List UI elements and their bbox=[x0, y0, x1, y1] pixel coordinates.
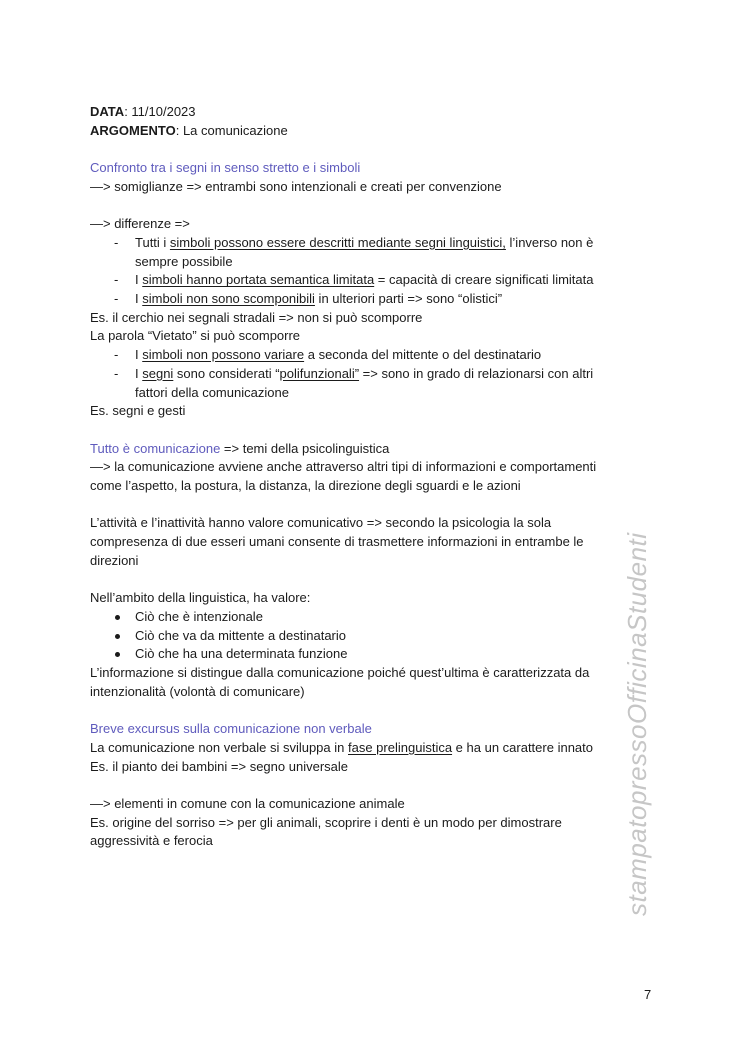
text-segment: polifunzionali” bbox=[279, 365, 360, 381]
text-segment: e ha un carattere innato bbox=[452, 739, 593, 755]
text-segment: L’informazione si distingue dalla comunicazione poiché quest’ultima è caratterizzata da intenzionalità (volontà di comunicare) bbox=[90, 665, 590, 699]
blank-line bbox=[90, 496, 627, 515]
bullet-icon bbox=[115, 615, 120, 620]
text-line bbox=[90, 309, 627, 328]
text-segment: —> somiglianze => entrambi sono intenzionali e creati per convenzione bbox=[90, 178, 502, 194]
text-segment: Ciò che va da mittente a destinatario bbox=[135, 627, 347, 643]
bullet-list-item bbox=[90, 608, 627, 627]
text-segment: = capacità di creare significati limitata bbox=[374, 272, 594, 288]
section-heading bbox=[90, 720, 627, 739]
text-segment: Es. origine del sorriso => per gli animali, scoprire i denti è un modo per dimostrare aggressività e ferocia bbox=[90, 814, 562, 849]
text-segment: simboli possono essere descritti mediante segni linguistici, bbox=[169, 234, 506, 250]
dash-list-item bbox=[90, 290, 627, 309]
text-segment: Ciò che ha una determinata funzione bbox=[135, 646, 348, 662]
bullet-list-item bbox=[90, 645, 627, 664]
text-segment: : 11/10/2023 bbox=[124, 104, 196, 119]
text-line bbox=[90, 814, 627, 851]
blank-line bbox=[90, 421, 627, 440]
blank-line bbox=[90, 776, 627, 795]
text-segment: l’inverso non è sempre possibile bbox=[135, 234, 594, 269]
dash-list-item bbox=[90, 234, 627, 271]
text-segment: in ulteriori parti => sono “olistici” bbox=[314, 291, 503, 306]
blank-line bbox=[90, 197, 627, 216]
blank-line bbox=[90, 140, 627, 159]
text-line bbox=[90, 327, 627, 346]
text-segment: => sono in grado di relazionarsi con altri fattori della comunicazione bbox=[135, 365, 594, 400]
text-line bbox=[90, 739, 627, 758]
section-heading bbox=[90, 440, 627, 459]
page-number: 7 bbox=[644, 987, 652, 1002]
text-segment: —> elementi in comune con la comunicazione animale bbox=[90, 795, 405, 811]
text-segment: Es. il pianto dei bambini => segno universale bbox=[90, 758, 348, 774]
section-heading bbox=[90, 159, 627, 178]
text-segment: simboli non possono variare bbox=[142, 347, 305, 363]
watermark-text: stampatopressoOfficinaStudenti bbox=[622, 532, 652, 916]
text-segment: I bbox=[135, 365, 143, 381]
text-line bbox=[90, 664, 627, 701]
text-segment: simboli non sono scomponibili bbox=[142, 291, 315, 306]
heading-text: Breve excursus sulla comunicazione non verbale bbox=[90, 721, 372, 737]
text-segment: —> differenze => bbox=[90, 216, 190, 232]
text-segment: Es. segni e gesti bbox=[90, 403, 186, 419]
dash-marker: - bbox=[114, 234, 119, 250]
text-segment: Nell’ambito della linguistica, ha valore: bbox=[90, 590, 311, 606]
dash-list-item bbox=[90, 271, 627, 290]
text-segment: sono considerati “ bbox=[173, 365, 280, 381]
text-segment: Tutti i bbox=[135, 234, 170, 250]
text-segment: : La comunicazione bbox=[175, 122, 288, 138]
text-line bbox=[90, 103, 627, 122]
bullet-icon bbox=[115, 634, 120, 639]
text-segment: ARGOMENTO bbox=[90, 122, 176, 138]
dash-marker: - bbox=[114, 291, 119, 306]
document-body bbox=[90, 103, 627, 851]
text-line bbox=[90, 795, 627, 814]
text-segment: I bbox=[135, 291, 143, 306]
text-line bbox=[90, 402, 627, 421]
text-segment: DATA bbox=[90, 104, 125, 119]
text-line bbox=[90, 178, 627, 197]
text-segment: => temi della psicolinguistica bbox=[220, 440, 390, 456]
bullet-list-item bbox=[90, 627, 627, 646]
text-segment: segni bbox=[142, 365, 174, 381]
dash-marker: - bbox=[114, 272, 119, 288]
text-segment: I bbox=[135, 272, 143, 288]
dash-marker: - bbox=[114, 365, 119, 381]
text-line bbox=[90, 122, 627, 141]
text-segment: Es. il cerchio nei segnali stradali => non si può scomporre bbox=[90, 309, 423, 325]
text-segment: La parola “Vietato” si può scomporre bbox=[90, 328, 301, 344]
blank-line bbox=[90, 701, 627, 720]
text-segment: La comunicazione non verbale si sviluppa in bbox=[90, 739, 348, 755]
text-segment: Ciò che è intenzionale bbox=[135, 608, 263, 624]
text-segment: a seconda del mittente o del destinatario bbox=[304, 347, 542, 363]
heading-text: Confronto tra i segni in senso stretto e i simboli bbox=[90, 160, 361, 176]
heading-text: Tutto è comunicazione bbox=[90, 440, 221, 456]
blank-line bbox=[90, 571, 627, 590]
text-segment: fase prelinguistica bbox=[348, 739, 453, 755]
text-line bbox=[90, 215, 627, 234]
text-segment: L’attività e l’inattività hanno valore comunicativo => secondo la psicologia la sola compresenza di due esseri umani consente di trasmettere informazioni in entrambe le direzioni bbox=[90, 515, 584, 568]
text-line bbox=[90, 514, 627, 570]
text-segment: I bbox=[135, 347, 143, 363]
dash-list-item bbox=[90, 365, 627, 402]
text-segment: —> la comunicazione avviene anche attraverso altri tipi di informazioni e comportamenti come l’aspetto, la postura, la distanza, la direzione degli sguardi e le azioni bbox=[90, 459, 597, 494]
dash-marker: - bbox=[114, 347, 119, 363]
bullet-icon bbox=[115, 652, 120, 657]
dash-list-item bbox=[90, 346, 627, 365]
text-segment: simboli hanno portata semantica limitata bbox=[142, 272, 375, 288]
text-line bbox=[90, 458, 627, 495]
text-line bbox=[90, 589, 627, 608]
text-line bbox=[90, 758, 627, 777]
